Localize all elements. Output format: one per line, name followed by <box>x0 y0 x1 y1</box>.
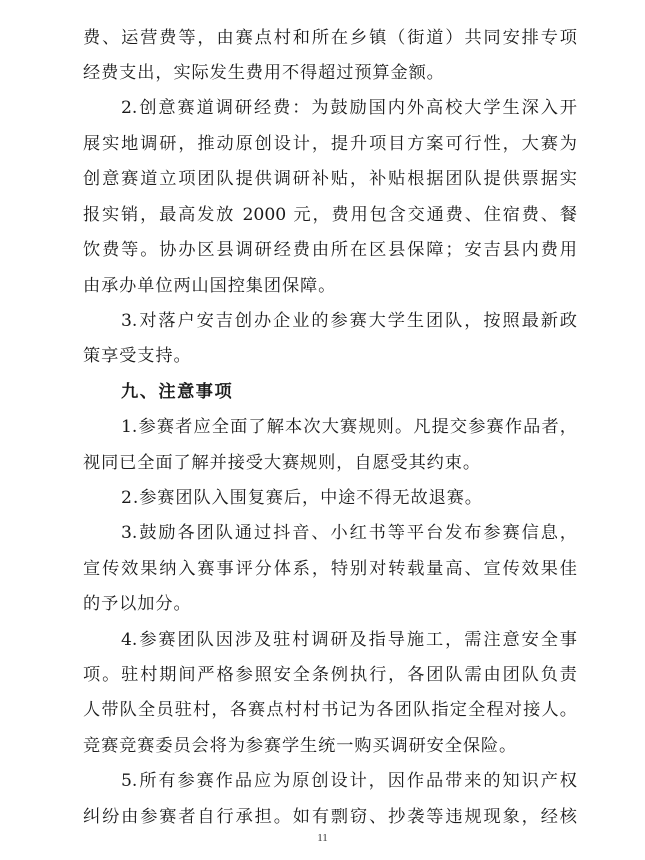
text-line-5: 创意赛道立项团队提供调研补贴，补贴根据团队提供票据实 <box>83 169 577 189</box>
text-line-23: 纠纷由参赛者自行承担。如有剽窃、抄袭等违规现象，经核 <box>83 807 577 827</box>
text-line-10: 策享受支持。 <box>83 346 192 366</box>
text-line-3: 2.创意赛道调研经费：为鼓励国内外高校大学生深入开 <box>121 98 577 118</box>
text-line-15: 3.鼓励各团队通过抖音、小红书等平台发布参赛信息， <box>121 523 577 543</box>
page-number: 11 <box>317 832 328 844</box>
text-line-22: 5.所有参赛作品应为原创设计，因作品带来的知识产权 <box>121 771 577 791</box>
text-line-2: 经费支出，实际发生费用不得超过预算金额。 <box>83 63 445 83</box>
text-line-14: 2.参赛团队入围复赛后，中途不得无故退赛。 <box>121 488 483 508</box>
text-line-8: 由承办单位两山国控集团保障。 <box>83 276 337 296</box>
text-line-16: 宣传效果纳入赛事评分体系，特别对转载量高、宣传效果佳 <box>83 559 577 579</box>
text-line-1: 费、运营费等，由赛点村和所在乡镇（街道）共同安排专项 <box>83 28 577 48</box>
text-line-17: 的予以加分。 <box>83 594 192 614</box>
text-line-6: 报实销，最高发放 2000 元，费用包含交通费、住宿费、餐 <box>83 205 577 225</box>
text-line-12: 1.参赛者应全面了解本次大赛规则。凡提交参赛作品者， <box>121 417 577 437</box>
text-line-20: 人带队全员驻村，各赛点村村书记为各团队指定全程对接人。 <box>83 700 577 720</box>
text-line-19: 项。驻村期间严格参照安全条例执行，各团队需由团队负责 <box>83 665 577 685</box>
text-line-21: 竞赛竞赛委员会将为参赛学生统一购买调研安全保险。 <box>83 736 518 756</box>
text-line-7: 饮费等。协办区县调研经费由所在区县保障；安吉县内费用 <box>83 240 577 260</box>
text-line-9: 3.对落户安吉创办企业的参赛大学生团队，按照最新政 <box>121 311 577 331</box>
text-line-13: 视同已全面了解并接受大赛规则，自愿受其约束。 <box>83 453 481 473</box>
section-heading: 九、注意事项 <box>121 382 234 402</box>
text-line-4: 展实地调研，推动原创设计，提升项目方案可行性，大赛为 <box>83 134 577 154</box>
text-line-18: 4.参赛团队因涉及驻村调研及指导施工，需注意安全事 <box>121 630 577 650</box>
